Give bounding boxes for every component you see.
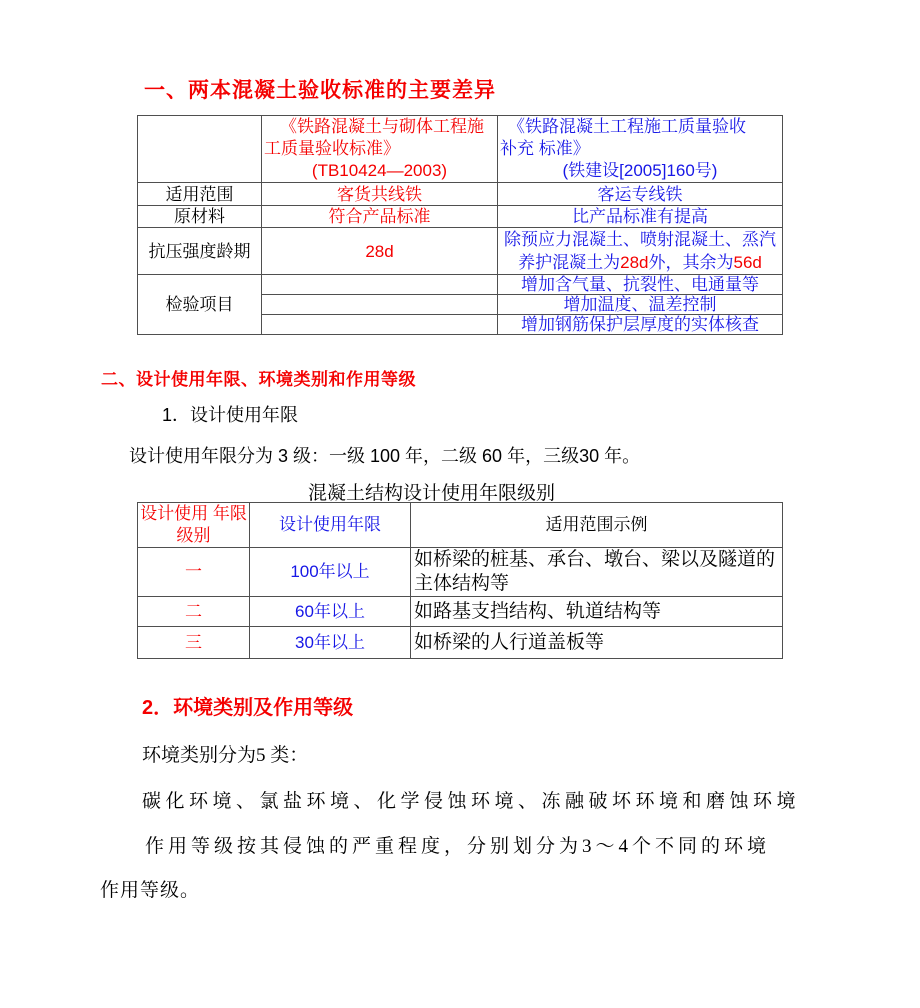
inspection-item-air-content: 增加含气量、抗裂性、电通量等 xyxy=(498,275,783,295)
paragraph-action-grades-line2: 作用等级。 xyxy=(100,880,201,901)
row-label-material: 原材料 xyxy=(138,206,262,228)
example-subgrade-track-cell: 如路基支挡结构、轨道结构等 xyxy=(411,597,783,627)
standards-comparison-table xyxy=(137,115,783,335)
strength-new-value xyxy=(498,228,783,275)
years-60-cell: 60年以上 xyxy=(250,597,411,627)
example-walkway-slab-cell: 如桥梁的人行道盖板等 xyxy=(411,627,783,659)
grade-two-cell: 二 xyxy=(138,597,250,627)
strength-age-56d: 56d xyxy=(733,253,762,272)
comparison-old-standard-header xyxy=(262,116,498,183)
inspection-item-temperature: 增加温度、温差控制 xyxy=(498,295,783,315)
row-label-scope: 适用范围 xyxy=(138,183,262,206)
strength-old-value: 28d xyxy=(262,228,498,275)
design-life-table xyxy=(137,502,783,659)
paragraph-environment-types: 碳化环境、氯盐环境、化学侵蚀环境、冻融破坏环境和磨蚀环境 xyxy=(142,791,801,812)
section-heading-differences: 一、两本混凝土验收标准的主要差异 xyxy=(144,79,496,102)
comparison-new-standard-header xyxy=(498,116,783,183)
paragraph-action-grades-line1: 作用等级按其侵蚀的严重程度，分别划分为3～4个不同的环境 xyxy=(145,836,771,857)
table-row xyxy=(138,228,783,275)
table-row xyxy=(138,116,783,183)
comparison-corner-cell xyxy=(138,116,262,183)
scope-new-value: 客运专线铁 xyxy=(498,183,783,206)
example-bridges-tunnels-cell: 如桥梁的桩基、承台、墩台、梁以及隧道的主体结构等 xyxy=(411,548,783,597)
years-30-cell: 30年以上 xyxy=(250,627,411,659)
material-new-value: 比产品标准有提高 xyxy=(498,206,783,228)
strength-text-segment: 外，其余为 xyxy=(648,253,734,272)
strength-text-segment: 除预应力混凝土、喷射混凝土、烝汽养护混凝土为 xyxy=(504,230,776,272)
table-row xyxy=(138,503,783,548)
new-standard-code: (铁建设[2005]160号) xyxy=(562,161,718,180)
section-heading-design-life: 二、设计使用年限、环境类别和作用等级 xyxy=(101,370,416,389)
inspection-old-empty-cell xyxy=(262,295,498,315)
inspection-old-empty-cell xyxy=(262,275,498,295)
row-label-inspection-items: 检验项目 xyxy=(138,275,262,335)
subheading-environment-categories: 2．环境类别及作用等级 xyxy=(142,697,354,719)
design-life-years-header: 设计使用年限 xyxy=(250,503,411,548)
years-100-cell: 100年以上 xyxy=(250,548,411,597)
old-standard-title: 《铁路混凝土与砌体工程施工质量验收标准》 xyxy=(264,117,484,158)
design-life-level-header: 设计使用 年限级别 xyxy=(138,503,250,548)
table-row xyxy=(138,275,783,295)
subheading-design-life: 1．设计使用年限 xyxy=(162,405,299,425)
inspection-old-empty-cell xyxy=(262,315,498,335)
design-life-examples-header: 适用范围示例 xyxy=(411,503,783,548)
table-row xyxy=(138,627,783,659)
grade-one-cell: 一 xyxy=(138,548,250,597)
inspection-item-cover-check: 增加钢筋保护层厚度的实体核查 xyxy=(498,315,783,335)
table-row xyxy=(138,597,783,627)
table-row xyxy=(138,548,783,597)
old-standard-code: (TB10424—2003) xyxy=(311,161,448,180)
scope-old-value: 客货共线铁 xyxy=(262,183,498,206)
grade-three-cell: 三 xyxy=(138,627,250,659)
row-label-strength-age: 抗压强度龄期 xyxy=(138,228,262,275)
strength-age-28d: 28d xyxy=(620,253,649,272)
material-old-value: 符合产品标准 xyxy=(262,206,498,228)
table-row xyxy=(138,183,783,206)
paragraph-design-life-levels: 设计使用年限分为 3 级：一级 100 年，二级 60 年，三级30 年。 xyxy=(129,446,641,466)
table-row xyxy=(138,206,783,228)
design-life-table-caption: 混凝土结构设计使用年限级别 xyxy=(307,483,555,504)
new-standard-title: 《铁路混凝土工程施工质量验收补充 标准》 xyxy=(500,117,746,158)
paragraph-environment-count: 环境类别分为5 类： xyxy=(142,745,309,766)
